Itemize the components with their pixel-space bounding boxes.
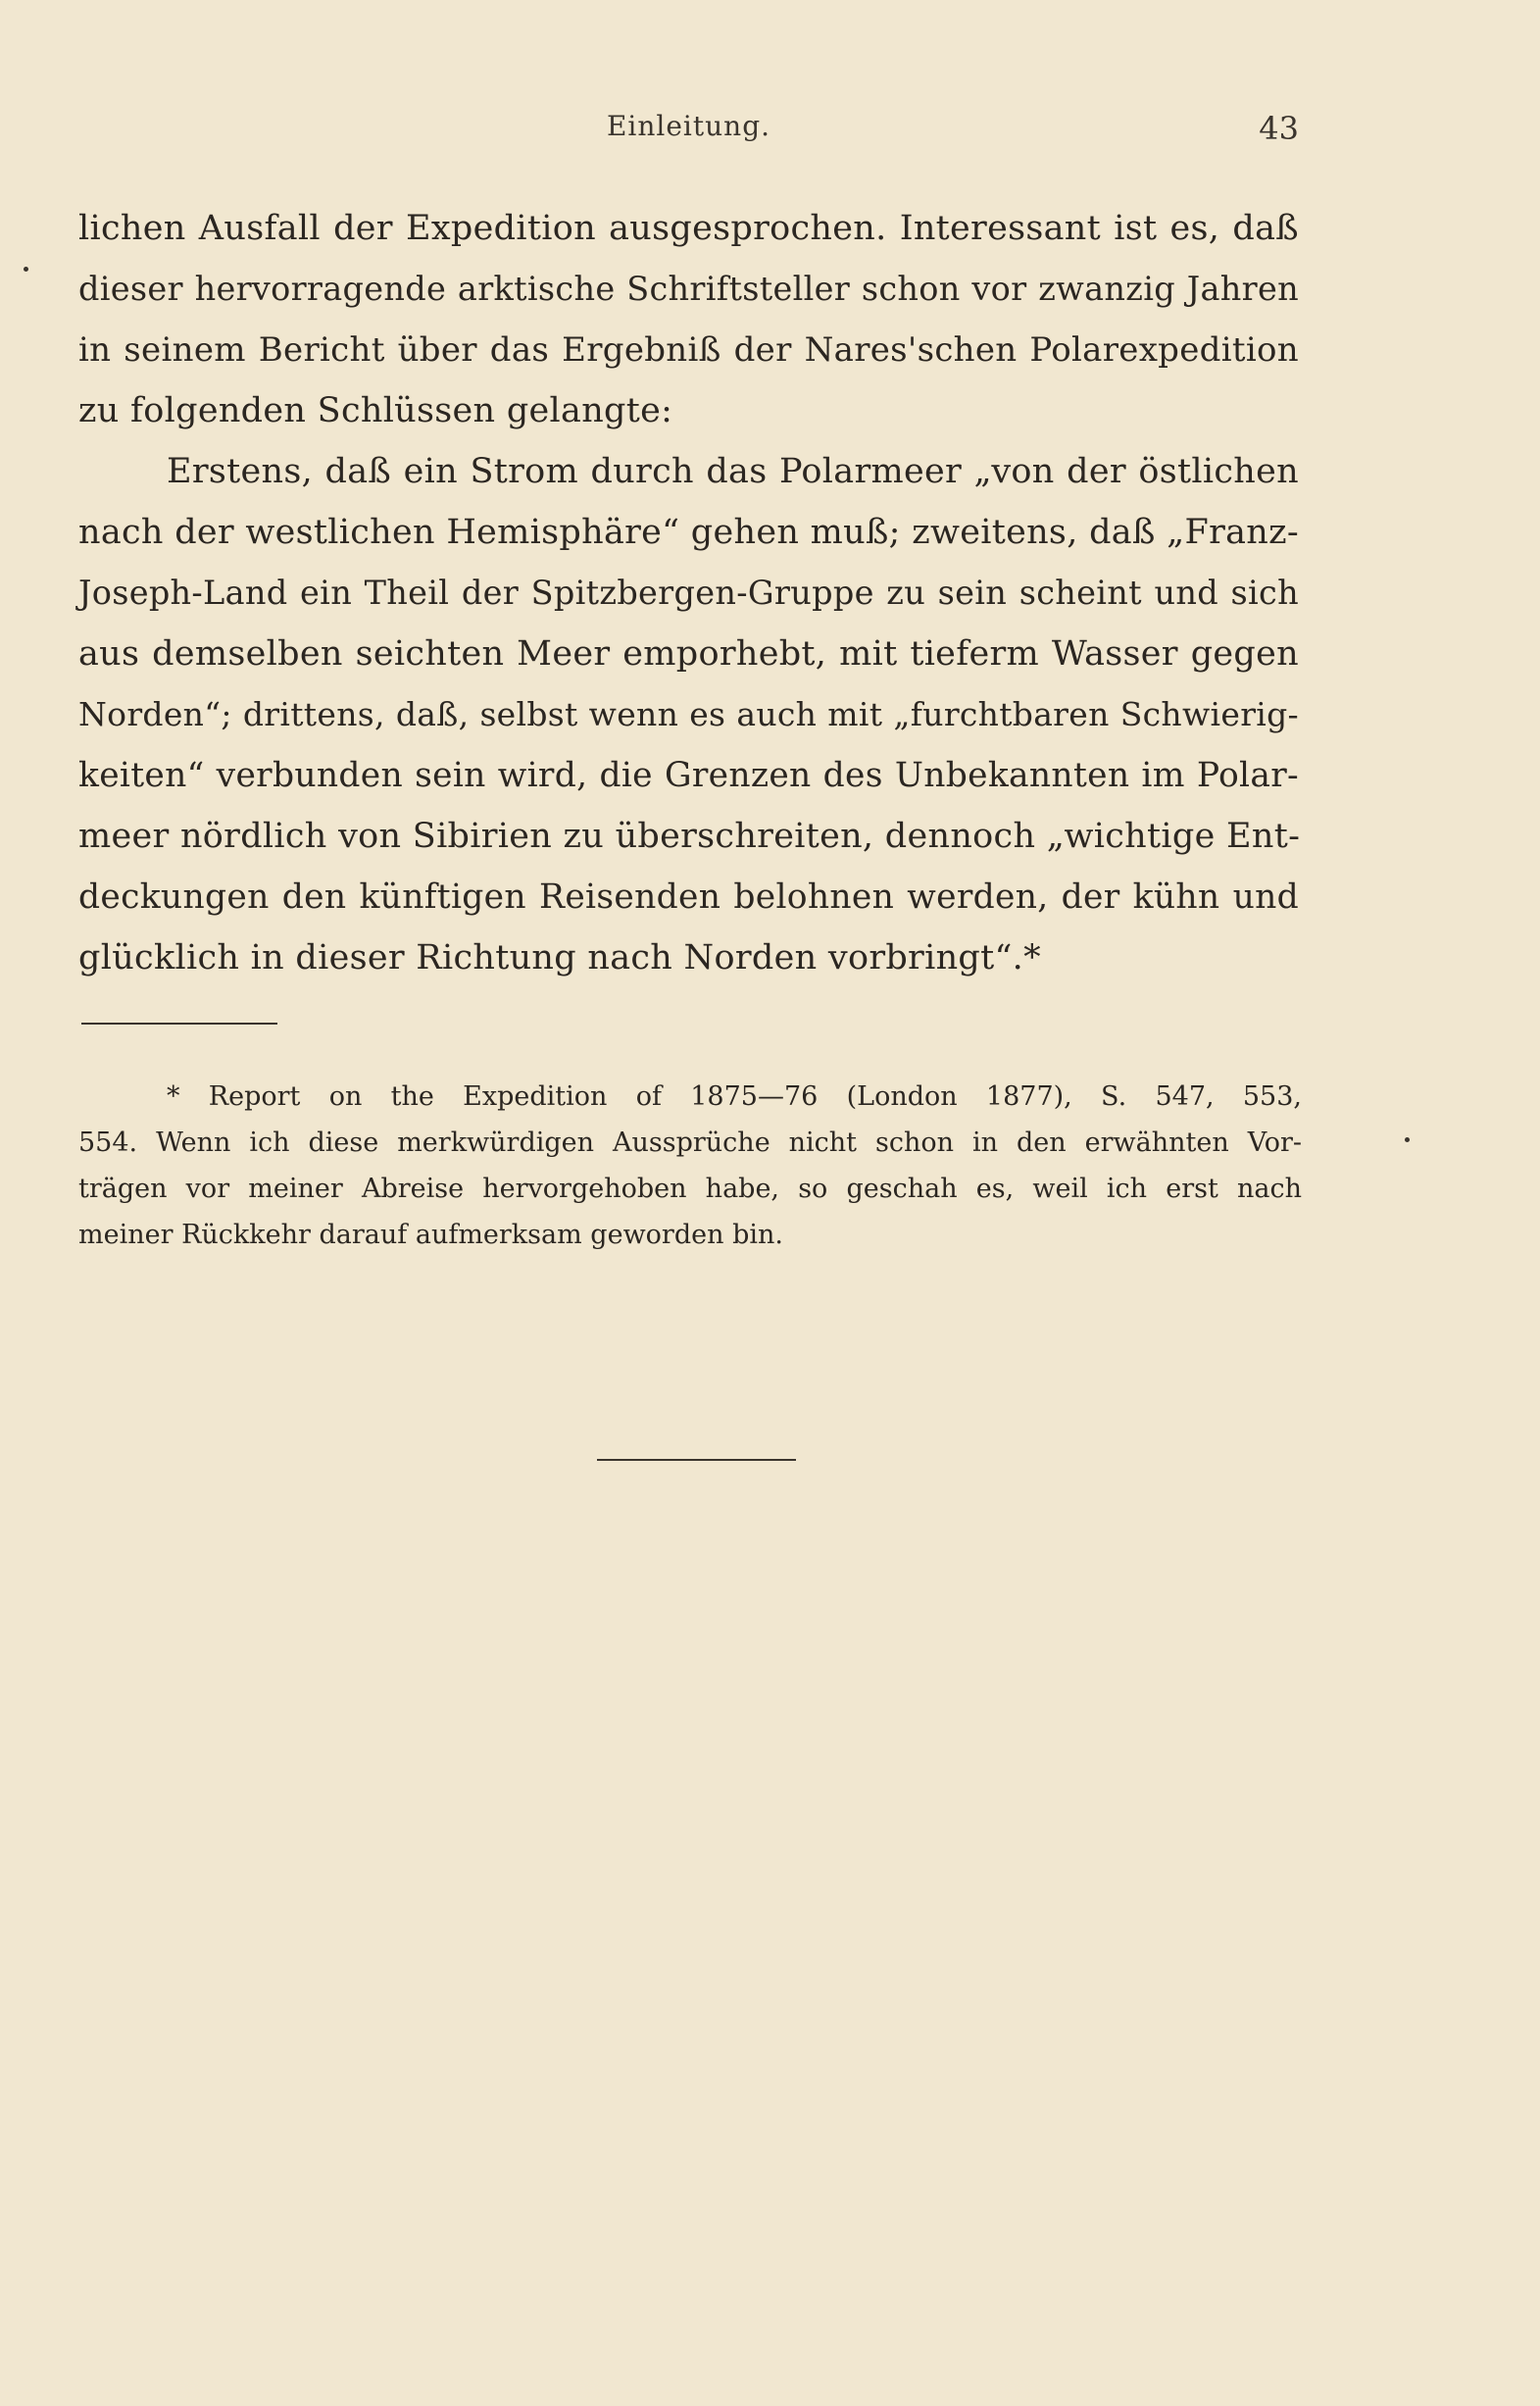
page-header: [78, 110, 1299, 159]
text-line: Joseph-Land ein Theil der Spitzbergen-Gruppe zu sein scheint und sich: [78, 574, 1299, 612]
footnote-line: meiner Rückkehr darauf aufmerksam geworden bin.: [78, 1220, 783, 1250]
running-head: Einleitung.: [606, 110, 771, 142]
footnote: [78, 1074, 1302, 1258]
text-line: nach der westlichen Hemisphäre“ gehen muß; zweitens, daß „Franz-: [78, 513, 1299, 552]
text-line: keiten“ verbunden sein wird, die Grenzen des Unbekannten im Polar-: [78, 756, 1299, 795]
footnote-line: 554. Wenn ich diese merkwürdigen Aussprüche nicht schon in den erwähnten Vor-: [78, 1128, 1302, 1158]
footnote-divider: [81, 1023, 277, 1025]
text-line: deckungen den künftigen Reisenden belohnen werden, der kühn und: [78, 877, 1299, 917]
text-line: zu folgenden Schlüssen gelangte:: [78, 391, 673, 430]
print-speck: [1405, 1137, 1410, 1142]
footnote-line: * Report on the Expedition of 1875—76 (London 1877), S. 547, 553,: [167, 1081, 1302, 1112]
text-line: dieser hervorragende arktische Schriftsteller schon vor zwanzig Jahren: [78, 270, 1299, 308]
text-line: lichen Ausfall der Expedition ausgesprochen. Interessant ist es, daß: [78, 209, 1299, 248]
text-line: aus demselben seichten Meer emporhebt, mit tieferm Wasser gegen: [78, 634, 1299, 674]
text-line: meer nördlich von Sibirien zu überschreiten, dennoch „wichtige Ent-: [78, 817, 1301, 856]
text-line: Norden“; drittens, daß, selbst wenn es auch mit „furchtbaren Schwierig-: [78, 695, 1299, 733]
page-number: 43: [1259, 110, 1299, 147]
text-line: Erstens, daß ein Strom durch das Polarmeer „von der östlichen: [167, 452, 1299, 491]
print-speck: [24, 267, 28, 272]
text-line: glücklich in dieser Richtung nach Norden vorbringt“.*: [78, 938, 1041, 977]
end-divider: [597, 1459, 796, 1461]
text-line: in seinem Bericht über das Ergebniß der Nares'schen Polarexpedition: [78, 330, 1299, 370]
footnote-line: trägen vor meiner Abreise hervorgehoben habe, so geschah es, weil ich erst nach: [78, 1174, 1302, 1204]
body-text: [78, 198, 1299, 988]
